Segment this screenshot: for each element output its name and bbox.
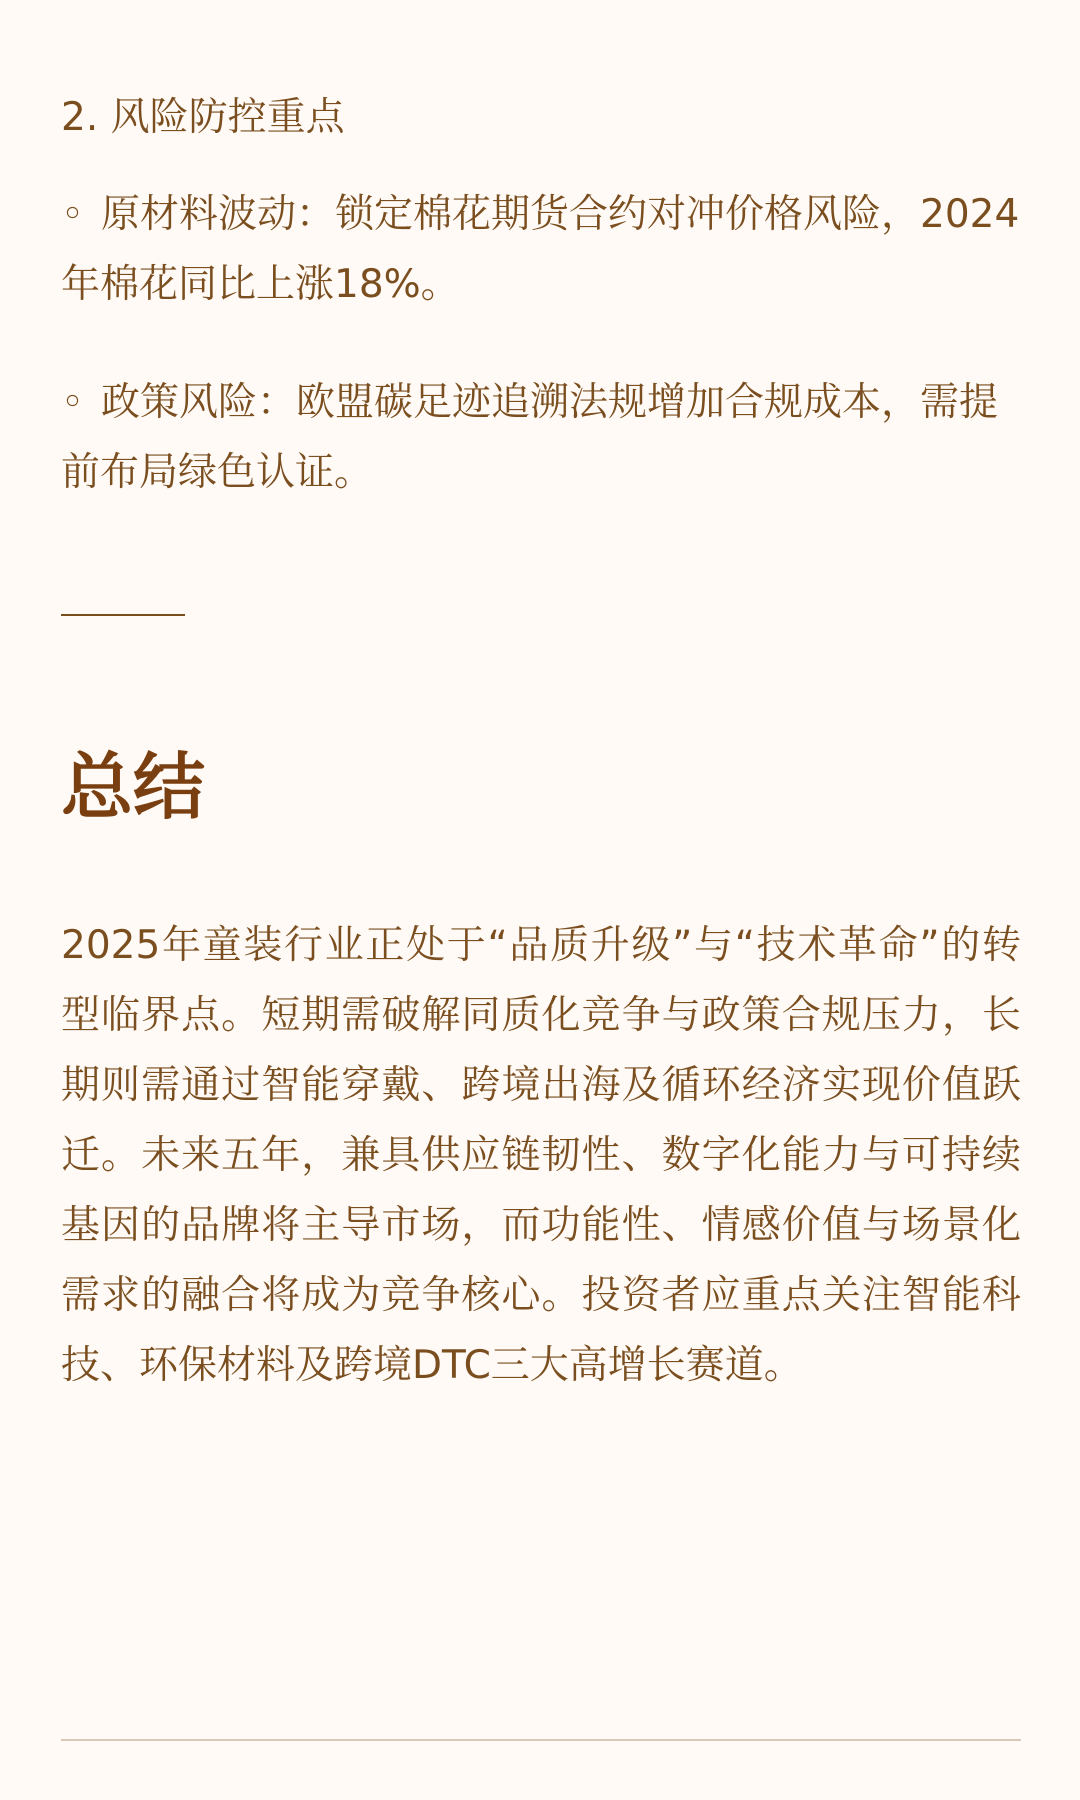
risk-item-raw-materials bbox=[61, 180, 1021, 320]
risk-item-text: 原材料波动：锁定棉花期货合约对冲价格风险，2024年棉花同比上涨18%。 bbox=[61, 192, 1020, 307]
section-divider bbox=[61, 614, 185, 616]
bottom-divider bbox=[61, 1739, 1021, 1741]
risk-section-heading: 2. 风险防控重点 bbox=[61, 95, 345, 140]
summary-title: 总结 bbox=[61, 745, 206, 829]
risk-item-text: 政策风险：欧盟碳足迹追溯法规增加合规成本，需提前布局绿色认证。 bbox=[61, 380, 999, 495]
risk-item-policy bbox=[61, 368, 1021, 508]
summary-paragraph: 2025年童装行业正处于“品质升级”与“技术革命”的转型临界点。短期需破解同质化竞争与政策合规压力，长期则需通过智能穿戴、跨境出海及循环经济实现价值跃迁。未来五年，兼具供应链韧性、数字化能力与可持续基因的品牌将主导市场，而功能性、情感价值与场景化需求的融合将成为竞争核心。投资者应重点关注智能科技、环保材料及跨境DTC三大高增长赛道。 bbox=[61, 923, 1021, 1388]
bullet-marker: ◦ bbox=[61, 192, 85, 237]
bullet-marker: ◦ bbox=[61, 380, 85, 425]
